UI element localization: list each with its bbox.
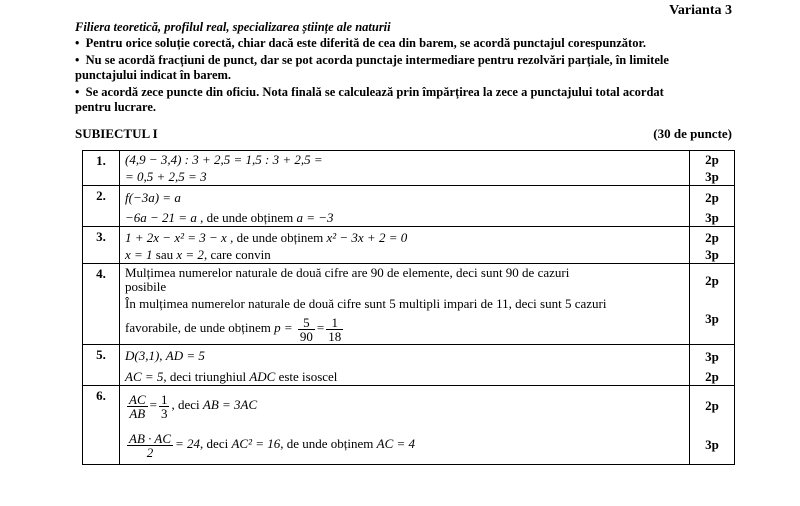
points-value: 3p xyxy=(705,311,719,326)
item-content xyxy=(120,264,690,345)
bullet-1-marker: • xyxy=(75,36,86,50)
points-value: 2p xyxy=(705,398,719,413)
fraction xyxy=(298,316,315,343)
fraction-numerator: 5 xyxy=(303,314,310,330)
item-content xyxy=(120,151,690,186)
item-content xyxy=(120,345,690,386)
bullet-3-line-1 xyxy=(75,85,664,100)
table-row xyxy=(83,264,735,345)
bullet-3-marker: • xyxy=(75,85,86,99)
solution-line: f(−3a) = a xyxy=(125,190,181,205)
fraction-denominator: 2 xyxy=(127,445,173,459)
fraction-denominator: 90 xyxy=(299,328,313,344)
text-fragment: , deci xyxy=(171,397,200,412)
math-expr: a = −3 xyxy=(296,210,334,225)
solution-line xyxy=(125,347,684,364)
bullet-1 xyxy=(75,36,646,51)
fraction-numerator: AC xyxy=(129,391,146,407)
math-expr: p = xyxy=(274,320,293,335)
item-number: 4. xyxy=(83,264,120,345)
item-points xyxy=(690,345,735,386)
table-row xyxy=(83,151,735,186)
grading-table xyxy=(82,150,735,465)
points-value: 3p xyxy=(705,247,719,262)
solution-line: (4,9 − 3,4) : 3 + 2,5 = 1,5 : 3 + 2,5 = xyxy=(125,152,323,167)
item-points xyxy=(690,264,735,345)
fraction-numerator: AB · AC xyxy=(129,430,172,446)
text-fragment: favorabile, de unde obținem xyxy=(125,320,271,335)
item-points xyxy=(690,227,735,264)
bullet-2-line-2: punctajului indicat în barem. xyxy=(75,68,232,82)
solution-line: Mulțimea numerelor naturale de două cifre are 90 de elemente, deci sunt 90 de cazuri xyxy=(125,265,570,280)
section-title: SUBIECTUL I xyxy=(75,126,158,141)
bullet-3-line-2: pentru lucrare. xyxy=(75,100,157,114)
math-expr: x = 1 xyxy=(125,247,153,262)
math-expr: ADC xyxy=(249,369,276,384)
bullet-3 xyxy=(75,85,664,115)
item-number: 6. xyxy=(83,386,120,465)
text-fragment: sau xyxy=(155,247,174,262)
points-value: 3p xyxy=(705,437,719,452)
math-expr: AC = 4 xyxy=(376,436,416,451)
bullet-2 xyxy=(75,53,669,83)
points-value: 2p xyxy=(705,369,719,384)
bullet-2-marker: • xyxy=(75,53,86,67)
fraction-denominator: AB xyxy=(127,406,148,420)
solution-line xyxy=(125,246,684,263)
bullet-1-line-1: Pentru orice soluție corectă, chiar dacă este diferită de cea din barem, se acordă punctajul corespunzător. xyxy=(85,36,646,50)
item-points xyxy=(690,386,735,465)
item-content xyxy=(120,186,690,227)
math-expr: AD = 5 xyxy=(165,348,205,363)
fraction xyxy=(159,393,170,420)
solution-line: = 0,5 + 2,5 = 3 xyxy=(125,169,207,184)
math-expr: = 24 xyxy=(175,436,201,451)
points-value: 3p xyxy=(705,210,719,225)
points-value: 3p xyxy=(705,349,719,364)
text-fragment: este isoscel xyxy=(278,369,338,384)
points-value: 2p xyxy=(705,273,719,288)
bullet-2-line-1-text: Nu se acordă fracțiuni de punct, dar se pot acorda punctaje intermediare pentru rezolvări parțiale, în limitele xyxy=(85,53,669,67)
fraction-denominator: 3 xyxy=(160,405,168,421)
filiera-text: Filiera teoretică, profilul real, specializarea științe ale naturii xyxy=(75,20,391,34)
equals-sign: = xyxy=(316,320,325,335)
text-fragment: , deci xyxy=(200,436,229,451)
text-fragment: , deci triunghiul xyxy=(163,369,247,384)
solution-line xyxy=(125,386,684,424)
text-fragment: , de unde obținem xyxy=(230,230,324,245)
points-value: 2p xyxy=(705,230,719,245)
item-content xyxy=(120,386,690,465)
solution-line xyxy=(125,209,684,226)
solution-line: În mulțimea numerelor naturale de două cifre sunt 5 multipli impari de 11, deci sunt 5 cazuri xyxy=(125,296,607,311)
text-fragment: , care convin xyxy=(203,247,271,262)
fraction xyxy=(127,432,173,459)
math-expr: AC = 5 xyxy=(125,369,164,384)
item-content xyxy=(120,227,690,264)
equals-sign: = xyxy=(149,397,157,412)
fraction-numerator: 1 xyxy=(331,314,338,330)
math-expr: AB = 3AC xyxy=(202,397,258,412)
item-number: 5. xyxy=(83,345,120,386)
math-expr: AC² = 16 xyxy=(231,436,281,451)
text-fragment: , de unde obținem xyxy=(280,436,374,451)
solution-line xyxy=(125,368,684,385)
bullet-3-line-1-text: Se acordă zece puncte din oficiu. Nota finală se calculează prin împărțirea la zece a punctajului total acordat xyxy=(85,85,664,99)
item-number: 1. xyxy=(83,151,120,186)
fraction xyxy=(127,393,148,420)
table-row xyxy=(83,186,735,227)
text-fragment: , de unde obținem xyxy=(200,210,294,225)
section-points: (30 de puncte) xyxy=(653,126,732,141)
table-row xyxy=(83,345,735,386)
item-points xyxy=(690,186,735,227)
separator: , xyxy=(159,348,166,363)
table-row xyxy=(83,386,735,465)
points-value: 3p xyxy=(705,169,719,184)
item-number: 2. xyxy=(83,186,120,227)
fraction-numerator: 1 xyxy=(160,391,168,407)
solution-line: posibile xyxy=(125,279,167,294)
math-expr: D(3,1) xyxy=(125,348,160,363)
math-expr: x = 2 xyxy=(176,247,204,262)
item-number: 3. xyxy=(83,227,120,264)
fraction xyxy=(326,316,343,343)
math-expr: −6a − 21 = a xyxy=(125,210,197,225)
math-expr: 1 + 2x − x² = 3 − x xyxy=(125,230,227,245)
math-expr: x² − 3x + 2 = 0 xyxy=(326,230,408,245)
points-value: 2p xyxy=(705,190,719,205)
table-row xyxy=(83,227,735,264)
fraction-denominator: 18 xyxy=(328,328,342,344)
solution-line xyxy=(125,229,684,246)
bullet-2-line-1 xyxy=(75,53,669,68)
solution-line xyxy=(125,312,684,344)
solution-line xyxy=(125,424,684,464)
item-points xyxy=(690,151,735,186)
variant-label: Varianta 3 xyxy=(669,3,732,18)
points-value: 2p xyxy=(705,152,719,167)
